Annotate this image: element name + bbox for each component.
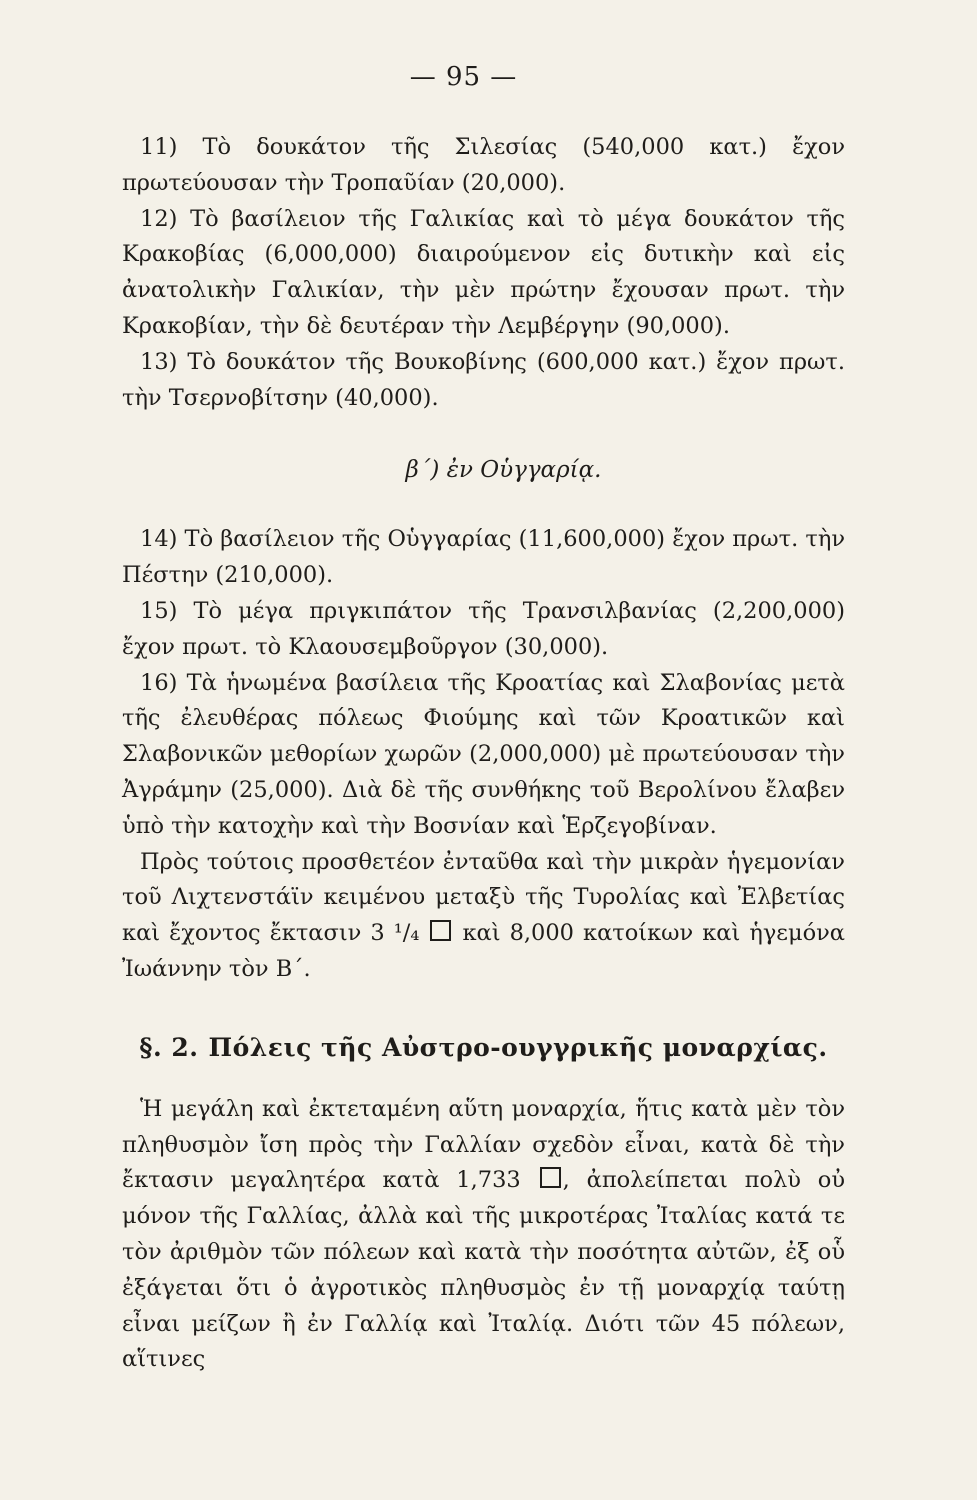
square-unit-icon [430,920,451,941]
paragraph-liechtenstein [122,845,845,988]
entry-15-transylvania: 15) Τὸ μέγα πριγκιπάτον τῆς Τρανσιλβανίας (2,200,000) ἔχον πρωτ. τὸ Κλαουσεμβοῦργον (30,000). [122,597,845,660]
page-number: — 95 — [409,62,518,92]
paragraph-monarchy-cities [122,1092,845,1378]
liechtenstein-text-start: Πρὸς τούτοις προσθετέον ἐνταῦθα καὶ τὴν μικρὰν ἡγεμονίαν τοῦ Λιχτενστάϊν κειμένου μεταξὺ τῆς Τυρολίας καὶ Ἐλβετίας καὶ ἔχοντος ἔκτασιν 3 ¹/₄ [122,848,845,947]
section-number: §. 2. [139,1032,199,1062]
entry-14-hungary: 14) Τὸ βασίλειον τῆς Οὑγγαρίας (11,600,000) ἔχον πρωτ. τὴν Πέστην (210,000). [122,526,845,589]
entry-12-galicia: 12) Τὸ βασίλειον τῆς Γαλικίας καὶ τὸ μέγα δουκάτον τῆς Κρακοβίας (6,000,000) διαιρούμενον εἰς δυτικὴν καὶ εἰς ἀνατολικὴν Γαλικίαν, τὴν μὲν πρώτην ἔχουσαν πρωτ. τὴν Κρακοβίαν, τὴν δὲ δευτέραν τὴν Λεμβέργην (90,000). [122,205,845,339]
square-unit-icon [540,1167,561,1188]
entry-16-croatia-slavonia: 16) Τὰ ἡνωμένα βασίλεια τῆς Κροατίας καὶ Σλαβονίας μετὰ τῆς ἐλευθέρας πόλεως Φιούμης καὶ τῶν Κροατικῶν καὶ Σλαβονικῶν μεθορίων χωρῶν (2,000,000) μὲ πρωτεύουσαν τὴν Ἀγράμην (25,000). Διὰ δὲ τῆς συνθήκης τοῦ Βερολίνου ἔλαβεν ὑπὸ τὴν κατοχὴν καὶ τὴν Βοσνίαν καὶ Ἑρζεγοβίναν. [122,669,845,839]
subheading-hungary: β΄) ἐν Οὑγγαρίᾳ. [405,457,602,484]
section-heading [122,1028,845,1068]
entry-13-bukovina: 13) Τὸ δουκάτον τῆς Βουκοβίνης (600,000 κατ.) ἔχον πρωτ. τὴν Τσερνοβίτσην (40,000). [122,348,845,411]
monarchy-text-start: Ἡ μεγάλη καὶ ἐκτεταμένη αὕτη μοναρχία, ἥτις κατὰ μὲν τὸν πληθυσμὸν ἴση πρὸς τὴν Γαλλίαν σχεδὸν εἶναι, κατὰ δὲ τὴν ἔκτασιν μεγαλητέρα κατὰ 1,733 [122,1095,845,1194]
entry-11-silesia: 11) Τὸ δουκάτον τῆς Σιλεσίας (540,000 κατ.) ἔχον πρωτεύουσαν τὴν Τροπαῦίαν (20,000). [122,134,845,196]
section-title: Πόλεις τῆς Αὐστρο-ουγγρικῆς μοναρχίας. [208,1032,828,1062]
monarchy-text-end: , ἀπολείπεται πολὺ οὐ μόνον τῆς Γαλλίας, ἀλλὰ καὶ τῆς μικροτέρας Ἰταλίας κατά τε τὸν ἀριθμὸν τῶν πόλεων καὶ κατὰ τὴν ποσότητα αὐτῶν, ἐξ οὗ ἐξάγεται ὅτι ὁ ἀγροτικὸς πληθυσμὸς ἐν τῇ μοναρχίᾳ ταύτῃ εἶναι μείζων ἢ ἐν Γαλλίᾳ καὶ Ἰταλίᾳ. Διότι τῶν 45 πόλεων, αἵτινες [122,1167,846,1373]
liechtenstein-text-end: καὶ 8,000 κατοίκων καὶ ἡγεμόνα Ἰωάννην τὸν Β΄. [122,920,845,982]
